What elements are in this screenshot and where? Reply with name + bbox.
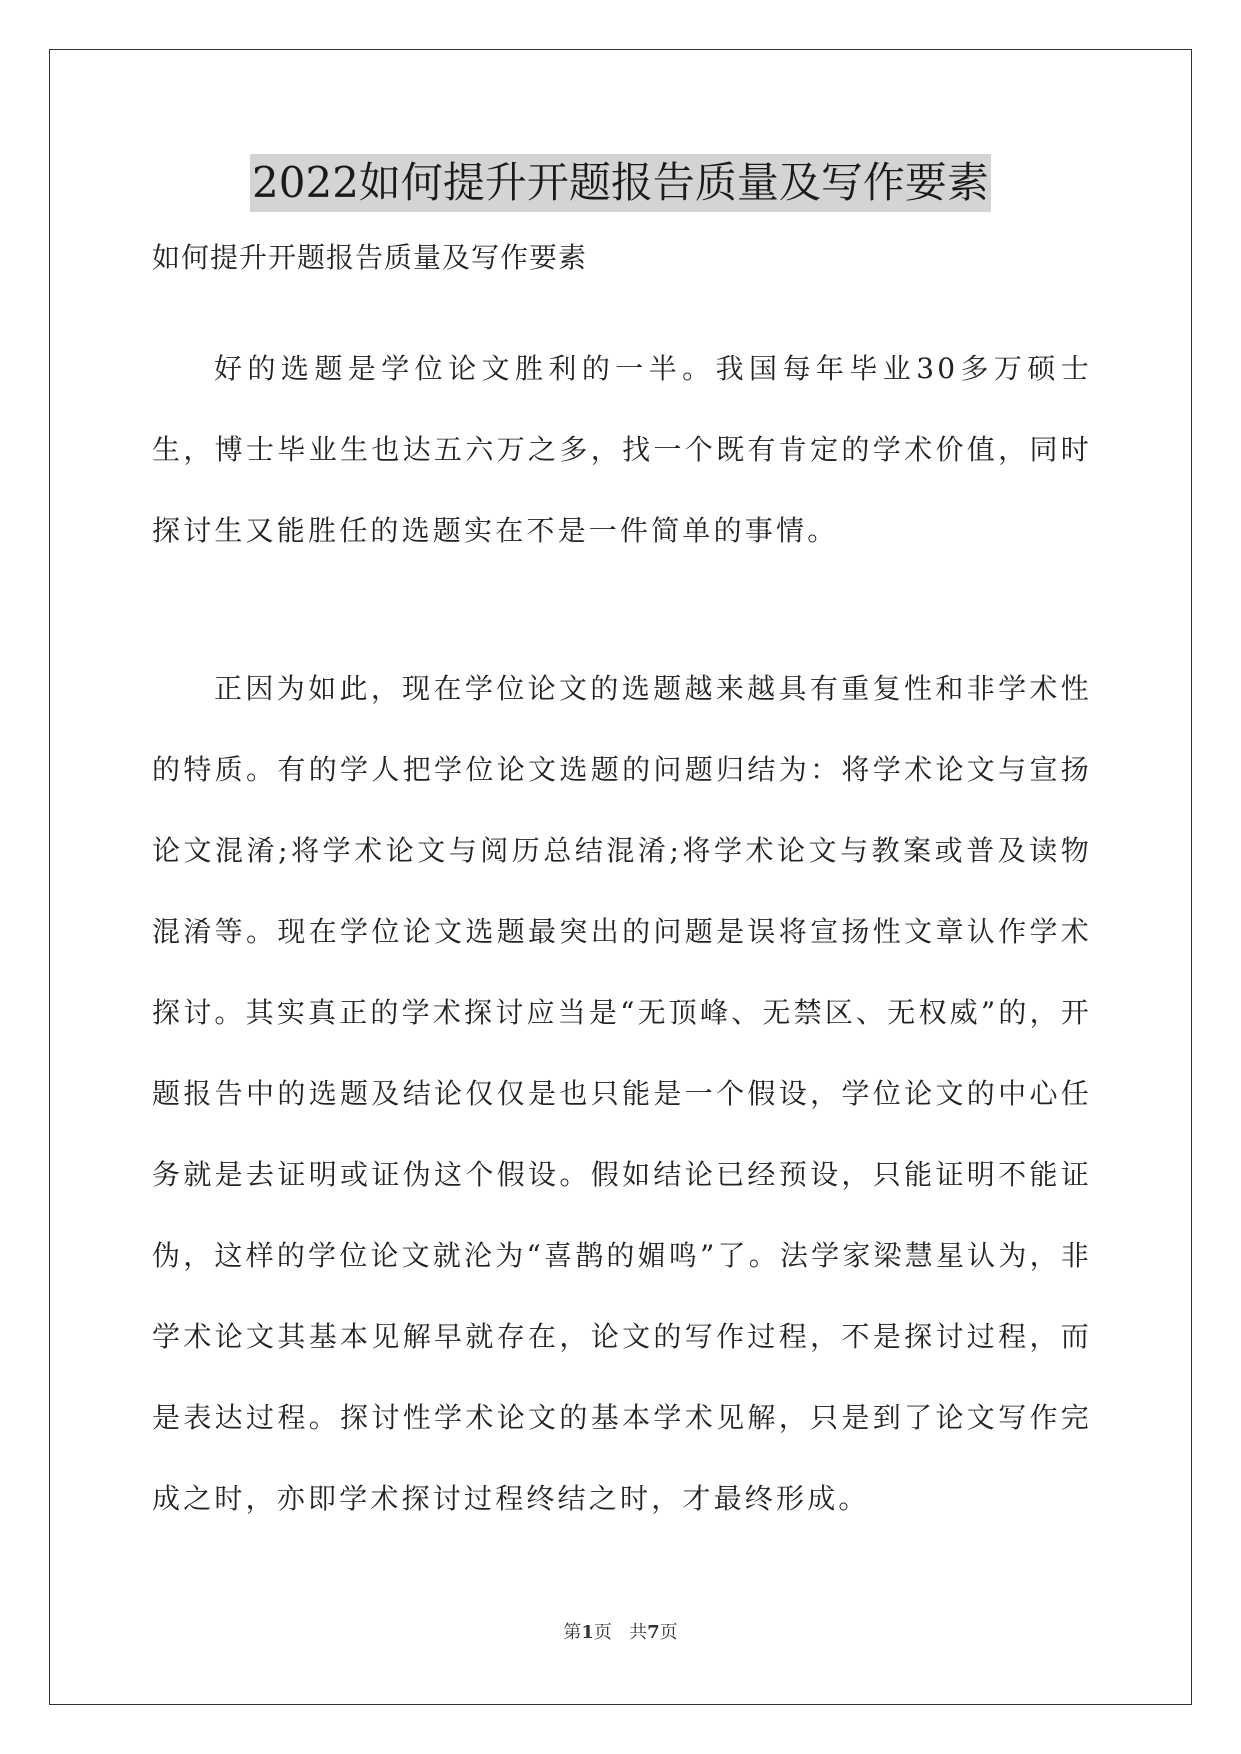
total-prefix: 共 [629, 1622, 648, 1643]
body-paragraph-2: 正因为如此，现在学位论文的选题越来越具有重复性和非学术性的特质。有的学人把学位论文选题的问题归结为：将学术论文与宣扬论文混淆;将学术论文与阅历总结混淆;将学术论文与教案或普及读物混淆等。现在学位论文选题最突出的问题是误将宣扬性文章认作学术探讨。其实真正的学术探讨应当是“无顶峰、无禁区、无权威”的，开题报告中的选题及结论仅仅是也只能是一个假设，学位论文的中心任务就是去证明或证伪这个假设。假如结论已经预设，只能证明不能证伪，这样的学位论文就沦为“喜鹊的媚鸣”了。法学家梁慧星认为，非学术论文其基本见解早就存在，论文的写作过程，不是探讨过程，而是表达过程。探讨性学术论文的基本学术见解，只是到了论文写作完成之时，亦即学术探讨过程终结之时，才最终形成。 [152, 672, 1092, 1515]
page-current: 1 [581, 1622, 594, 1643]
total-suffix: 页 [659, 1622, 678, 1643]
document-subtitle: 如何提升开题报告质量及写作要素 [152, 241, 588, 274]
title-container [0, 154, 1241, 212]
page-total: 7 [647, 1622, 660, 1643]
document-title: 2022如何提升开题报告质量及写作要素 [250, 154, 991, 212]
page-footer [0, 1618, 1241, 1644]
body-paragraph-1: 好的选题是学位论文胜利的一半。我国每年毕业30多万硕士生，博士毕业生也达五六万之多，找一个既有肯定的学术价值，同时探讨生又能胜任的选题实在不是一件简单的事情。 [152, 352, 1092, 547]
page-suffix: 页 [593, 1622, 612, 1643]
page-prefix: 第 [563, 1622, 582, 1643]
